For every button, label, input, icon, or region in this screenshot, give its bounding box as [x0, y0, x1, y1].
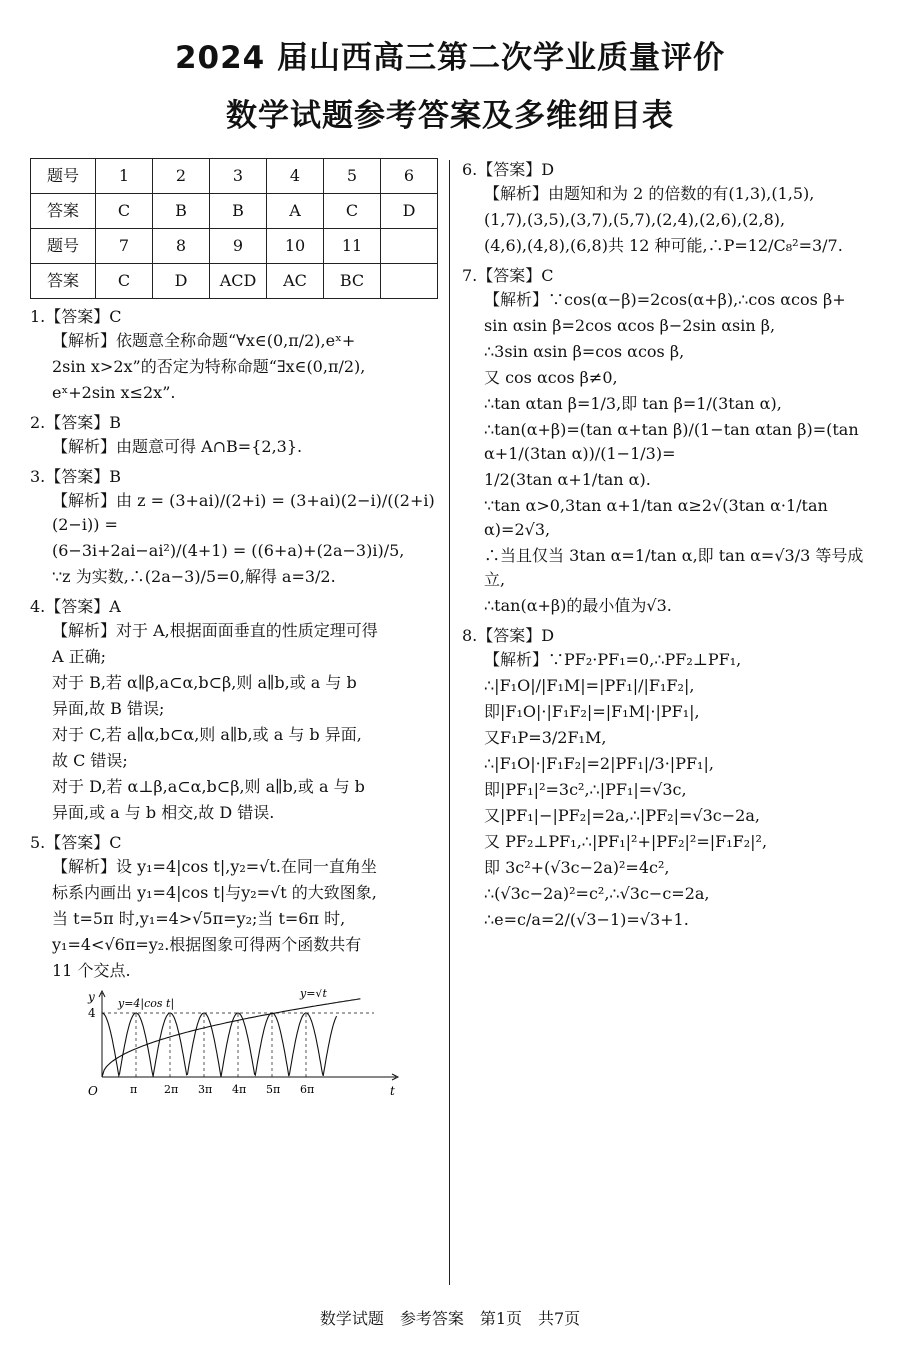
answer-table-cell	[381, 229, 438, 264]
origin-label: O	[88, 1084, 98, 1098]
question-answer-head: 8.【答案】D	[462, 626, 555, 645]
page-title: 2024 届山西高三第二次学业质量评价	[174, 40, 726, 76]
answer-table-header-cell: 题号	[31, 159, 96, 194]
answer-table-cell: 9	[210, 229, 267, 264]
solution-line: 又|PF₁|−|PF₂|=2a,∴|PF₂|=√3c−2a,	[484, 806, 760, 825]
x-tick-label: 4π	[232, 1083, 247, 1096]
y-tick-label: 4	[88, 1006, 96, 1020]
solution-line: 【解析】依题意全称命题“∀x∈(0,π/2),eˣ+	[52, 331, 356, 350]
solution-line: 异面,或 a 与 b 相交,故 D 错误.	[52, 803, 275, 822]
solution-line: (1,7),(3,5),(3,7),(5,7),(2,4),(2,6),(2,8),	[484, 210, 786, 229]
solution-line: 异面,故 B 错误;	[52, 699, 165, 718]
answer-table-cell: 11	[324, 229, 381, 264]
answer-table-cell: 10	[267, 229, 324, 264]
question-answer-head: 5.【答案】C	[30, 833, 122, 852]
y-axis-label: y	[88, 990, 95, 1004]
graph-figure	[74, 989, 440, 1099]
solution-line: ∴tan αtan β=1/3,即 tan β=1/(3tan α),	[484, 394, 782, 413]
question-answer-head: 2.【答案】B	[30, 413, 122, 432]
x-tick-label: π	[130, 1083, 138, 1096]
answer-table-cell: B	[210, 194, 267, 229]
solution-line: 对于 C,若 a∥α,b⊂α,则 a∥b,或 a 与 b 异面,	[52, 725, 362, 744]
solution-line: ∴|F₁O|/|F₁M|=|PF₁|/|F₁F₂|,	[484, 676, 695, 695]
function-graph	[74, 989, 404, 1099]
solution-line: (6−3i+2ai−ai²)/(4+1) = ((6+a)+(2a−3)i)/5,	[52, 541, 405, 560]
solution-line: 对于 B,若 α∥β,a⊂α,b⊂β,则 a∥b,或 a 与 b	[52, 673, 357, 692]
question-answer-head: 4.【答案】A	[30, 597, 121, 616]
curve-y1	[102, 1013, 337, 1077]
question-answer-head: 1.【答案】C	[30, 307, 122, 326]
solution-line: ∵z 为实数,∴(2a−3)/5=0,解得 a=3/2.	[52, 567, 336, 586]
answer-table-cell: AC	[267, 264, 324, 299]
solution-line: (4,6),(4,8),(6,8)共 12 种可能,∴P=12/C₈²=3/7.	[484, 236, 843, 255]
x-axis-label: t	[390, 1084, 395, 1098]
question-block	[30, 465, 440, 589]
question-block	[30, 305, 440, 405]
solution-line: 即|F₁O|·|F₁F₂|=|F₁M|·|PF₁|,	[484, 702, 700, 721]
question-block	[462, 264, 872, 618]
answer-table-cell: A	[267, 194, 324, 229]
answer-table-row	[31, 229, 438, 264]
solution-line: 【解析】由题意可得 A∩B={2,3}.	[52, 437, 303, 456]
answer-table	[30, 158, 438, 299]
question-block	[30, 831, 440, 983]
solution-line: y₁=4<√6π=y₂.根据图象可得两个函数共有	[52, 935, 362, 954]
question-answer-head: 7.【答案】C	[462, 266, 554, 285]
solution-line: ∴e=c/a=2/(√3−1)=√3+1.	[484, 910, 689, 929]
answer-table-row	[31, 264, 438, 299]
solution-line: ∴|F₁O|·|F₁F₂|=2|PF₁|/3·|PF₁|,	[484, 754, 714, 773]
solution-line: ∴3sin αsin β=cos αcos β,	[484, 342, 685, 361]
column-divider	[449, 160, 450, 1285]
question-block	[462, 158, 872, 258]
solution-line: 11 个交点.	[52, 961, 131, 980]
solution-line: ∵tan α>0,3tan α+1/tan α≥2√(3tan α·1/tan α)=2√3,	[484, 496, 833, 539]
solution-line: 又 cos αcos β≠0,	[484, 368, 618, 387]
solution-line: 【解析】∵cos(α−β)=2cos(α+β),∴cos αcos β+	[484, 290, 846, 309]
question-block	[30, 411, 440, 459]
question-block	[30, 595, 440, 825]
solution-line: eˣ+2sin x≤2x”.	[52, 383, 176, 402]
solution-line: 即|PF₁|²=3c²,∴|PF₁|=√3c,	[484, 780, 687, 799]
solution-line: 【解析】对于 A,根据面面垂直的性质定理可得	[52, 621, 378, 640]
answer-table-cell: 3	[210, 159, 267, 194]
solution-line: 当 t=5π 时,y₁=4>√5π=y₂;当 t=6π 时,	[52, 909, 346, 928]
x-tick-label: 6π	[300, 1083, 315, 1096]
answer-table-cell: D	[381, 194, 438, 229]
solution-line: 标系内画出 y₁=4|cos t|与y₂=√t 的大致图象,	[52, 883, 377, 902]
solution-line: sin αsin β=2cos αcos β−2sin αsin β,	[484, 316, 776, 335]
answer-table-cell: C	[96, 194, 153, 229]
answer-table-cell	[381, 264, 438, 299]
solution-line: 故 C 错误;	[52, 751, 128, 770]
answer-table-cell: D	[153, 264, 210, 299]
solution-line: 1/2(3tan α+1/tan α).	[484, 470, 651, 489]
answer-table-cell: 2	[153, 159, 210, 194]
left-column	[30, 158, 440, 1099]
solution-line: 【解析】设 y₁=4|cos t|,y₂=√t.在同一直角坐	[52, 857, 377, 876]
x-tick-label: 3π	[198, 1083, 213, 1096]
answer-table-cell: BC	[324, 264, 381, 299]
solution-line: 【解析】由 z = (3+ai)/(2+i) = (3+ai)(2−i)/((2+i)(2−i)) =	[52, 491, 435, 534]
x-tick-label: 2π	[164, 1083, 179, 1096]
answer-table-row	[31, 159, 438, 194]
solution-line: 2sin x>2x”的否定为特称命题“∃x∈(0,π/2),	[52, 357, 366, 376]
answer-table-cell: 6	[381, 159, 438, 194]
answer-table-cell: 8	[153, 229, 210, 264]
solution-line: 又 PF₂⊥PF₁,∴|PF₁|²+|PF₂|²=|F₁F₂|²,	[484, 832, 768, 851]
right-column	[462, 158, 872, 938]
answer-table-cell: ACD	[210, 264, 267, 299]
answer-table-header-cell: 题号	[31, 229, 96, 264]
answer-table-cell: C	[324, 194, 381, 229]
question-answer-head: 6.【答案】D	[462, 160, 555, 179]
solution-line: ∴当且仅当 3tan α=1/tan α,即 tan α=√3/3 等号成立,	[484, 546, 864, 589]
page-footer: 数学试题 参考答案 第1页 共7页	[319, 1309, 581, 1328]
answer-table-header-cell: 答案	[31, 264, 96, 299]
solution-line: A 正确;	[52, 647, 107, 666]
solution-line: 又F₁P=3/2F₁M,	[484, 728, 607, 747]
solution-line: 【解析】∵PF₂·PF₁=0,∴PF₂⊥PF₁,	[484, 650, 742, 669]
answer-table-cell: 1	[96, 159, 153, 194]
answer-table-cell: B	[153, 194, 210, 229]
curve-y2-label: y=√t	[300, 989, 327, 1000]
answer-table-row	[31, 194, 438, 229]
solution-line: ∴(√3c−2a)²=c²,∴√3c−c=2a,	[484, 884, 710, 903]
solution-line: 【解析】由题知和为 2 的倍数的有(1,3),(1,5),	[484, 184, 815, 203]
x-tick-label: 5π	[266, 1083, 281, 1096]
answer-table-cell: C	[96, 264, 153, 299]
curve-y1-label: y=4|cos t|	[118, 997, 175, 1010]
answer-table-cell: 5	[324, 159, 381, 194]
page-subtitle: 数学试题参考答案及多维细目表	[226, 98, 674, 134]
question-block	[462, 624, 872, 932]
solution-line: ∴tan(α+β)=(tan α+tan β)/(1−tan αtan β)=(tan α+1/(3tan α))/(1−1/3)=	[484, 420, 864, 463]
solution-line: 对于 D,若 α⊥β,a⊂α,b⊂β,则 a∥b,或 a 与 b	[52, 777, 365, 796]
solution-line: 即 3c²+(√3c−2a)²=4c²,	[484, 858, 670, 877]
answer-table-cell: 4	[267, 159, 324, 194]
curve-y2	[102, 999, 360, 1077]
answer-table-cell: 7	[96, 229, 153, 264]
question-answer-head: 3.【答案】B	[30, 467, 122, 486]
solution-line: ∴tan(α+β)的最小值为√3.	[484, 596, 672, 615]
answer-table-header-cell: 答案	[31, 194, 96, 229]
